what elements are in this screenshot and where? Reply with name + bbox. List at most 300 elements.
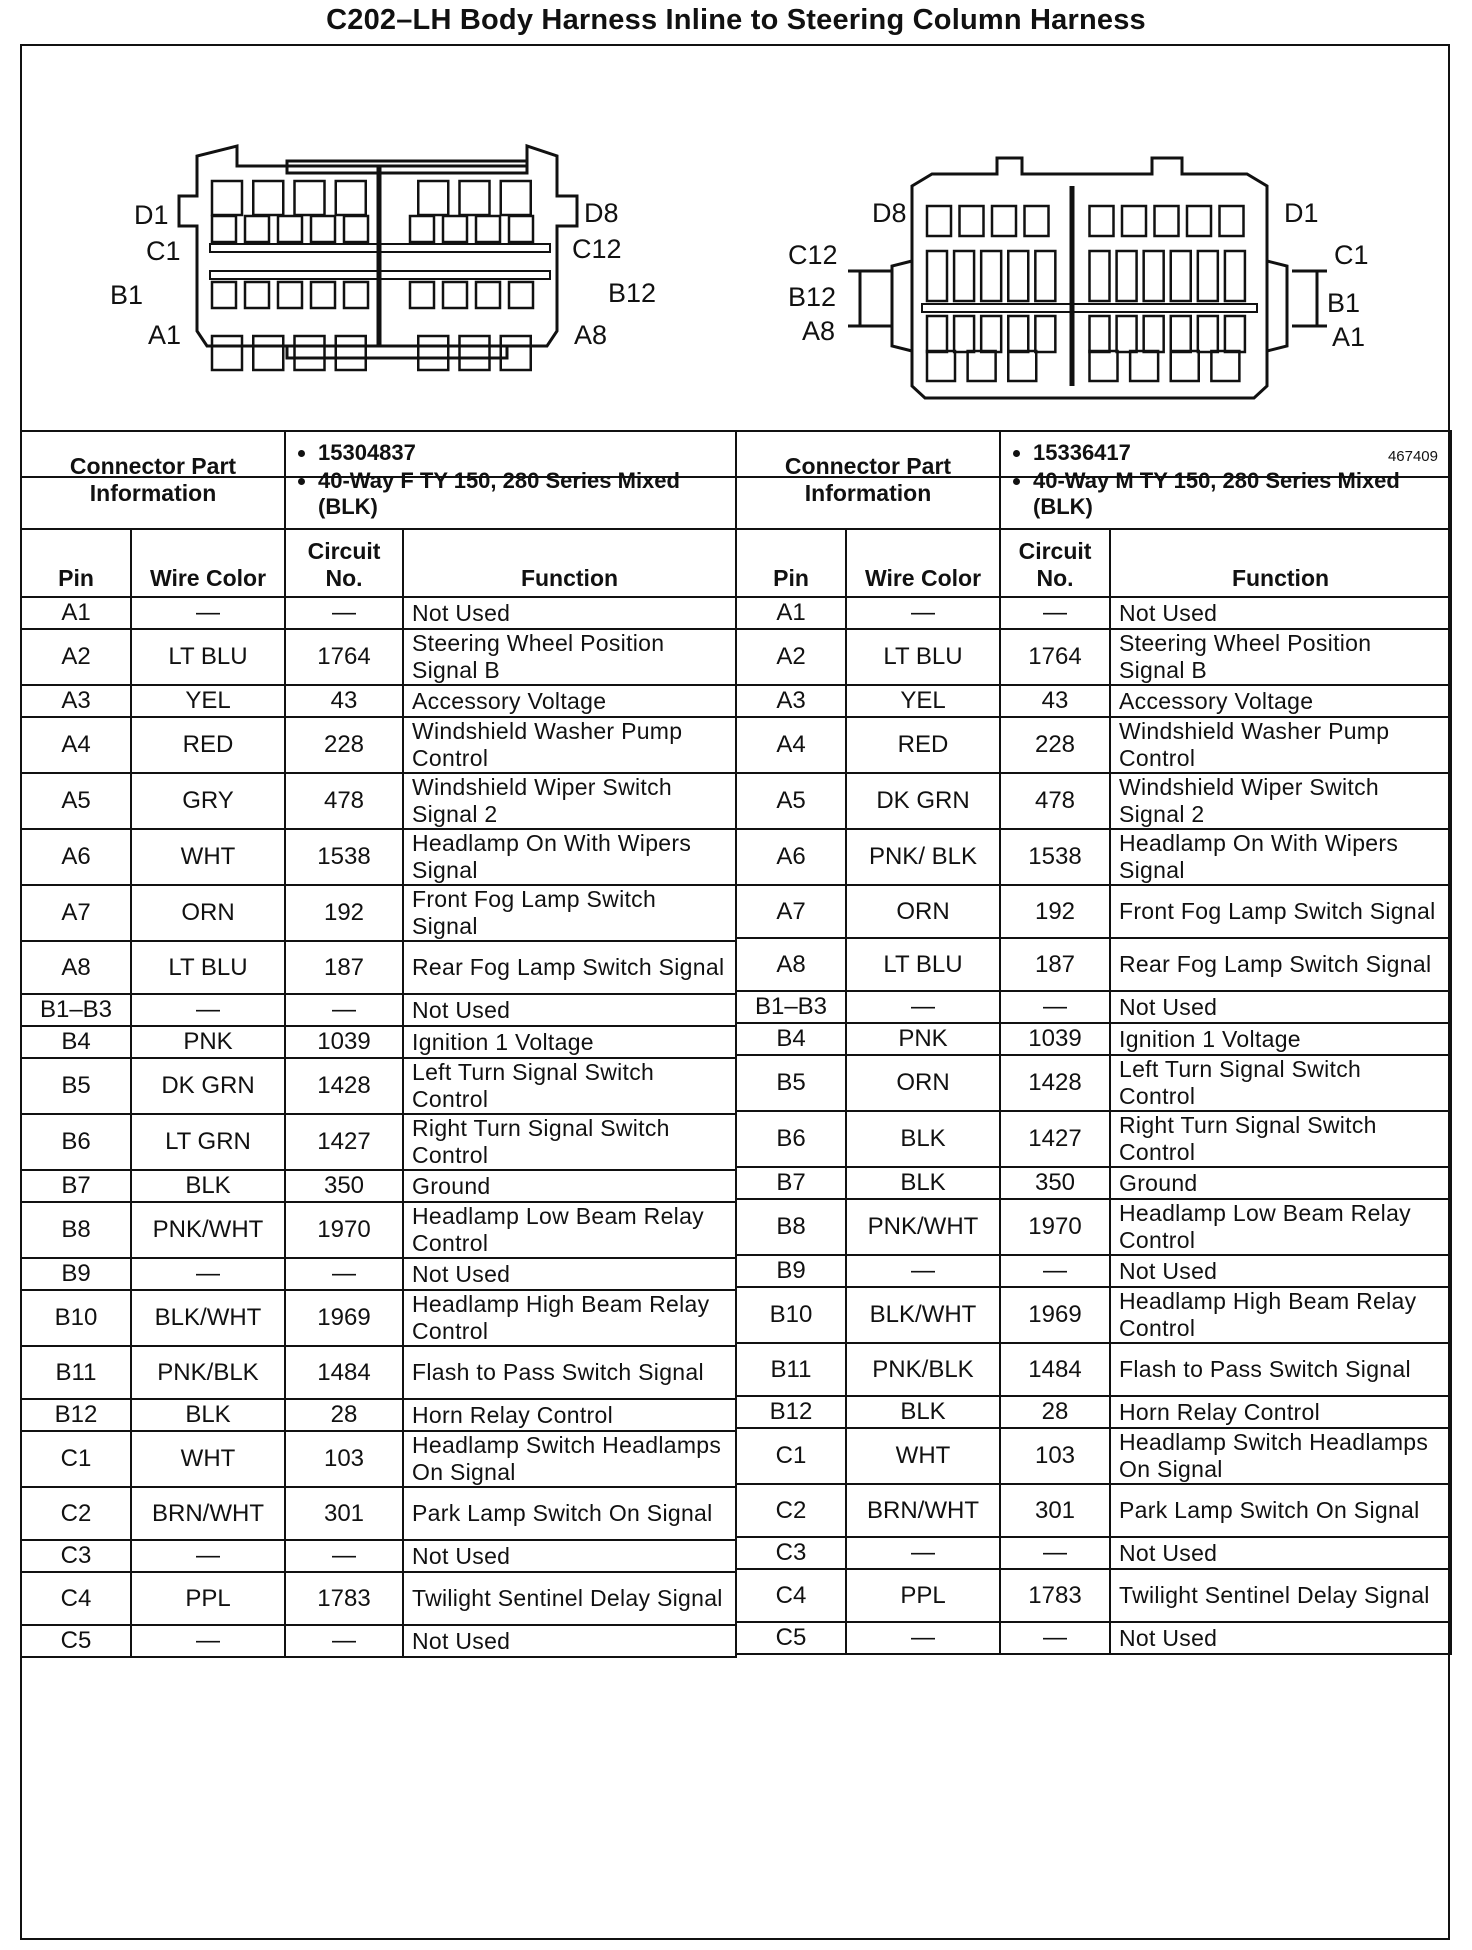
circuit-cell: — <box>1000 991 1110 1023</box>
cavity <box>1035 316 1055 352</box>
cavity <box>443 282 467 308</box>
function-cell: Flash to Pass Switch Signal <box>403 1346 736 1399</box>
circuit-cell: 1538 <box>285 829 403 885</box>
circuit-cell: — <box>1000 1622 1110 1654</box>
cavity <box>992 206 1016 236</box>
cavity <box>212 181 242 215</box>
function-cell: Park Lamp Switch On Signal <box>1110 1484 1451 1537</box>
cavity <box>509 282 533 308</box>
table-row <box>736 773 1451 829</box>
table-row <box>736 885 1451 938</box>
right-label-b1: B1 <box>1327 288 1361 318</box>
function-cell: Headlamp On With Wipers Signal <box>403 829 736 885</box>
function-cell: Not Used <box>1110 597 1451 629</box>
circuit-cell: 28 <box>285 1399 403 1431</box>
function-cell: Headlamp High Beam Relay Control <box>403 1290 736 1346</box>
pin-cell: B11 <box>736 1343 846 1396</box>
table-row <box>736 829 1451 885</box>
wire-color-cell: — <box>846 1622 1000 1654</box>
part-info <box>285 431 736 529</box>
table-row <box>21 1572 736 1625</box>
cavity <box>954 316 974 352</box>
circuit-cell: 1428 <box>285 1058 403 1114</box>
pin-cell: A8 <box>21 941 131 994</box>
wire-color-cell: PNK/ BLK <box>846 829 1000 885</box>
cavity <box>927 316 947 352</box>
cavity <box>1198 316 1218 352</box>
wire-color-cell: BLK <box>131 1170 285 1202</box>
pin-cell: B1–B3 <box>21 994 131 1026</box>
pin-cell: B6 <box>21 1114 131 1170</box>
pin-cell: A3 <box>21 685 131 717</box>
right-label-d1: D1 <box>1284 198 1319 228</box>
pin-cell: A8 <box>736 938 846 991</box>
pin-cell: C3 <box>21 1540 131 1572</box>
left-connector-face <box>179 146 577 358</box>
circuit-cell: — <box>1000 1255 1110 1287</box>
circuit-cell: 1428 <box>1000 1055 1110 1111</box>
part-description: • 40-Way M TY 150, 280 Series Mixed (BLK) <box>1033 468 1442 520</box>
cavity <box>1225 316 1245 352</box>
circuit-cell: 1484 <box>285 1346 403 1399</box>
table-row <box>736 1255 1451 1287</box>
right-connector-face <box>848 158 1327 398</box>
table-row <box>21 685 736 717</box>
wire-color-cell: PNK/WHT <box>131 1202 285 1258</box>
table-row <box>736 1055 1451 1111</box>
cavity <box>1171 351 1199 381</box>
table-row <box>21 1540 736 1572</box>
pin-cell: B9 <box>21 1258 131 1290</box>
right-label-c12: C12 <box>788 240 838 270</box>
cavity <box>1171 316 1191 352</box>
part-info <box>1000 431 1451 529</box>
function-cell: Windshield Wiper Switch Signal 2 <box>403 773 736 829</box>
function-cell: Not Used <box>1110 1255 1451 1287</box>
pin-cell: A5 <box>21 773 131 829</box>
circuit-cell: 192 <box>285 885 403 941</box>
cavity <box>344 282 368 308</box>
pin-cell: A3 <box>736 685 846 717</box>
table-row <box>736 1396 1451 1428</box>
function-cell: Twilight Sentinel Delay Signal <box>403 1572 736 1625</box>
wire-color-cell: — <box>846 1255 1000 1287</box>
table-row <box>21 1625 736 1657</box>
table-row <box>736 1199 1451 1255</box>
function-cell: Windshield Washer Pump Control <box>1110 717 1451 773</box>
pin-cell: A7 <box>736 885 846 938</box>
cavity <box>460 336 490 370</box>
pin-cell: B7 <box>21 1170 131 1202</box>
wire-color-cell: LT GRN <box>131 1114 285 1170</box>
pin-cell: C2 <box>21 1487 131 1540</box>
circuit-cell: 1039 <box>1000 1023 1110 1055</box>
pin-cell: B4 <box>736 1023 846 1055</box>
cavity <box>927 206 951 236</box>
left-label-a1: A1 <box>148 320 182 350</box>
function-cell: Ground <box>1110 1167 1451 1199</box>
circuit-cell: 301 <box>285 1487 403 1540</box>
wire-color-cell: WHT <box>131 1431 285 1487</box>
table-row <box>736 1111 1451 1167</box>
circuit-cell: 43 <box>1000 685 1110 717</box>
table-row <box>21 941 736 994</box>
col-header-function: Function <box>403 529 736 597</box>
wire-color-cell: RED <box>846 717 1000 773</box>
left-connector-cavities <box>212 181 533 370</box>
col-header-circuit: Circuit No. <box>285 529 403 597</box>
wire-color-cell: PPL <box>131 1572 285 1625</box>
cavity <box>253 336 283 370</box>
pin-cell: C1 <box>21 1431 131 1487</box>
pin-cell: B12 <box>736 1396 846 1428</box>
wire-color-cell: — <box>131 1258 285 1290</box>
function-cell: Not Used <box>403 994 736 1026</box>
circuit-cell: — <box>285 1625 403 1657</box>
circuit-cell: — <box>285 597 403 629</box>
right-label-b12: B12 <box>788 282 837 312</box>
cavity <box>212 282 236 308</box>
col-header-wire-color: Wire Color <box>131 529 285 597</box>
table-row <box>21 1290 736 1346</box>
pin-cell: B11 <box>21 1346 131 1399</box>
wire-color-cell: ORN <box>846 1055 1000 1111</box>
wire-color-cell: PNK/WHT <box>846 1199 1000 1255</box>
cavity <box>418 181 448 215</box>
function-cell: Park Lamp Switch On Signal <box>403 1487 736 1540</box>
part-description: • 40-Way F TY 150, 280 Series Mixed (BLK) <box>318 468 727 520</box>
function-cell: Rear Fog Lamp Switch Signal <box>1110 938 1451 991</box>
cavity <box>1090 206 1114 236</box>
left-label-d8: D8 <box>584 198 619 228</box>
wire-color-cell: — <box>846 1537 1000 1569</box>
table-row <box>21 1487 736 1540</box>
pin-cell: B8 <box>736 1199 846 1255</box>
cavity <box>1220 206 1244 236</box>
pin-cell: C4 <box>736 1569 846 1622</box>
left-label-c12: C12 <box>572 234 622 264</box>
right-label-a1: A1 <box>1332 322 1366 352</box>
cavity <box>295 336 325 370</box>
pin-cell: B5 <box>21 1058 131 1114</box>
wire-color-cell: YEL <box>131 685 285 717</box>
function-cell: Horn Relay Control <box>403 1399 736 1431</box>
table-row <box>736 1484 1451 1537</box>
table-row <box>21 629 736 685</box>
table-row <box>736 1569 1451 1622</box>
table-row <box>21 829 736 885</box>
table-row <box>21 1258 736 1290</box>
pin-cell: B12 <box>21 1399 131 1431</box>
cavity <box>212 216 236 242</box>
cavity <box>245 282 269 308</box>
cavity <box>311 282 335 308</box>
circuit-cell: 301 <box>1000 1484 1110 1537</box>
function-cell: Front Fog Lamp Switch Signal <box>403 885 736 941</box>
left-label-d1: D1 <box>134 200 169 230</box>
table-row <box>736 1287 1451 1343</box>
function-cell: Steering Wheel Position Signal B <box>403 629 736 685</box>
wire-color-cell: BLK <box>846 1167 1000 1199</box>
cavity <box>1198 251 1218 301</box>
cavity <box>418 336 448 370</box>
cavity <box>1008 251 1028 301</box>
circuit-cell: 1783 <box>1000 1569 1110 1622</box>
function-cell: Left Turn Signal Switch Control <box>403 1058 736 1114</box>
function-cell: Headlamp Switch Headlamps On Signal <box>1110 1428 1451 1484</box>
right-label-d8: D8 <box>872 198 907 228</box>
cavity <box>501 181 531 215</box>
function-cell: Front Fog Lamp Switch Signal <box>1110 885 1451 938</box>
circuit-cell: 1764 <box>285 629 403 685</box>
wire-color-cell: GRY <box>131 773 285 829</box>
cavity <box>344 216 368 242</box>
cavity <box>1122 206 1146 236</box>
circuit-cell: 1427 <box>1000 1111 1110 1167</box>
pin-cell: A1 <box>736 597 846 629</box>
wire-color-cell: BLK/WHT <box>846 1287 1000 1343</box>
function-cell: Rear Fog Lamp Switch Signal <box>403 941 736 994</box>
col-header-function: Function <box>1110 529 1451 597</box>
wire-color-cell: YEL <box>846 685 1000 717</box>
table-row <box>21 773 736 829</box>
cavity <box>501 336 531 370</box>
wire-color-cell: BLK/WHT <box>131 1290 285 1346</box>
table-row <box>21 1346 736 1399</box>
circuit-cell: 1484 <box>1000 1343 1110 1396</box>
circuit-cell: 192 <box>1000 885 1110 938</box>
function-cell: Headlamp On With Wipers Signal <box>1110 829 1451 885</box>
cavity <box>245 216 269 242</box>
pin-cell: C5 <box>736 1622 846 1654</box>
wire-color-cell: BLK <box>846 1396 1000 1428</box>
function-cell: Accessory Voltage <box>403 685 736 717</box>
right-connector-cavities <box>927 206 1245 381</box>
left-pinout-table <box>20 430 737 1658</box>
function-cell: Not Used <box>403 1540 736 1572</box>
circuit-cell: 187 <box>285 941 403 994</box>
circuit-cell: 1764 <box>1000 629 1110 685</box>
circuit-cell: 103 <box>1000 1428 1110 1484</box>
cavity <box>1117 251 1137 301</box>
wire-color-cell: — <box>846 991 1000 1023</box>
left-label-c1: C1 <box>146 236 181 266</box>
function-cell: Accessory Voltage <box>1110 685 1451 717</box>
wire-color-cell: LT BLU <box>131 941 285 994</box>
circuit-cell: 1427 <box>285 1114 403 1170</box>
table-row <box>21 1431 736 1487</box>
left-label-a8: A8 <box>574 320 608 350</box>
pin-cell: C4 <box>21 1572 131 1625</box>
connector-part-info-label: Connector Part Information <box>21 431 285 529</box>
pin-cell: C3 <box>736 1537 846 1569</box>
circuit-cell: 350 <box>285 1170 403 1202</box>
cavity <box>1117 316 1137 352</box>
col-header-pin: Pin <box>736 529 846 597</box>
left-label-b12: B12 <box>608 278 657 308</box>
connector-diagram <box>22 46 1448 478</box>
connector-illustrations <box>22 46 1448 476</box>
circuit-cell: 1970 <box>1000 1199 1110 1255</box>
circuit-cell: 1969 <box>1000 1287 1110 1343</box>
table-row <box>736 1023 1451 1055</box>
pin-cell: C2 <box>736 1484 846 1537</box>
part-number: • 15304837 <box>318 440 727 466</box>
cavity <box>927 351 955 381</box>
cavity <box>295 181 325 215</box>
cavity <box>336 181 366 215</box>
function-cell: Windshield Wiper Switch Signal 2 <box>1110 773 1451 829</box>
function-cell: Headlamp High Beam Relay Control <box>1110 1287 1451 1343</box>
table-row <box>736 1167 1451 1199</box>
cavity <box>960 206 984 236</box>
wire-color-cell: LT BLU <box>846 629 1000 685</box>
wire-color-cell: — <box>131 1540 285 1572</box>
function-cell: Ignition 1 Voltage <box>1110 1023 1451 1055</box>
function-cell: Not Used <box>403 1258 736 1290</box>
circuit-cell: 1039 <box>285 1026 403 1058</box>
cavity <box>443 216 467 242</box>
table-row <box>736 629 1451 685</box>
function-cell: Left Turn Signal Switch Control <box>1110 1055 1451 1111</box>
table-row <box>736 1343 1451 1396</box>
part-number: • 15336417 <box>1033 440 1442 466</box>
function-cell: Headlamp Low Beam Relay Control <box>1110 1199 1451 1255</box>
circuit-cell: 1538 <box>1000 829 1110 885</box>
circuit-cell: — <box>1000 1537 1110 1569</box>
table-row <box>736 597 1451 629</box>
function-cell: Right Turn Signal Switch Control <box>1110 1111 1451 1167</box>
wire-color-cell: DK GRN <box>131 1058 285 1114</box>
table-row <box>21 1114 736 1170</box>
circuit-cell: 187 <box>1000 938 1110 991</box>
pin-cell: B9 <box>736 1255 846 1287</box>
circuit-cell: 1783 <box>285 1572 403 1625</box>
cavity <box>981 251 1001 301</box>
cavity <box>1090 351 1118 381</box>
circuit-cell: 43 <box>285 685 403 717</box>
table-row <box>21 597 736 629</box>
cavity <box>968 351 996 381</box>
cavity <box>410 216 434 242</box>
right-label-c1: C1 <box>1334 240 1369 270</box>
pin-cell: A2 <box>21 629 131 685</box>
function-cell: Not Used <box>1110 1622 1451 1654</box>
cavity <box>278 216 302 242</box>
cavity <box>476 216 500 242</box>
circuit-cell: 228 <box>1000 717 1110 773</box>
wire-color-cell: ORN <box>131 885 285 941</box>
wire-color-cell: LT BLU <box>846 938 1000 991</box>
wire-color-cell: — <box>846 597 1000 629</box>
pin-cell: A4 <box>21 717 131 773</box>
cavity <box>1035 251 1055 301</box>
table-row <box>21 1170 736 1202</box>
wire-color-cell: PNK <box>131 1026 285 1058</box>
function-cell: Not Used <box>1110 1537 1451 1569</box>
cavity <box>311 216 335 242</box>
pin-cell: B1–B3 <box>736 991 846 1023</box>
wire-color-cell: BLK <box>846 1111 1000 1167</box>
cavity <box>410 282 434 308</box>
circuit-cell: — <box>285 1540 403 1572</box>
table-row <box>736 1622 1451 1654</box>
wire-color-cell: WHT <box>131 829 285 885</box>
function-cell: Headlamp Low Beam Relay Control <box>403 1202 736 1258</box>
wire-color-cell: DK GRN <box>846 773 1000 829</box>
pin-cell: A4 <box>736 717 846 773</box>
cavity <box>954 251 974 301</box>
col-header-wire-color: Wire Color <box>846 529 1000 597</box>
circuit-cell: 28 <box>1000 1396 1110 1428</box>
right-pinout-table <box>735 430 1452 1655</box>
table-row <box>21 885 736 941</box>
circuit-cell: — <box>285 1258 403 1290</box>
circuit-cell: 103 <box>285 1431 403 1487</box>
wire-color-cell: — <box>131 994 285 1026</box>
pin-cell: A5 <box>736 773 846 829</box>
pin-cell: A1 <box>21 597 131 629</box>
wire-color-cell: BLK <box>131 1399 285 1431</box>
function-cell: Not Used <box>403 597 736 629</box>
function-cell: Steering Wheel Position Signal B <box>1110 629 1451 685</box>
wire-color-cell: — <box>131 1625 285 1657</box>
table-row <box>21 1202 736 1258</box>
cavity <box>1187 206 1211 236</box>
wire-color-cell: PNK/BLK <box>846 1343 1000 1396</box>
pin-cell: A7 <box>21 885 131 941</box>
pin-cell: B8 <box>21 1202 131 1258</box>
figure-number: 467409 <box>1387 448 1438 465</box>
cavity <box>278 282 302 308</box>
pin-cell: B7 <box>736 1167 846 1199</box>
table-row <box>21 1399 736 1431</box>
cavity <box>927 251 947 301</box>
circuit-cell: — <box>285 994 403 1026</box>
connector-part-info-label: Connector Part Information <box>736 431 1000 529</box>
cavity <box>1211 351 1239 381</box>
table-row <box>21 1058 736 1114</box>
function-cell: Ground <box>403 1170 736 1202</box>
function-cell: Ignition 1 Voltage <box>403 1026 736 1058</box>
cavity <box>253 181 283 215</box>
cavity <box>460 181 490 215</box>
col-header-circuit: Circuit No. <box>1000 529 1110 597</box>
circuit-cell: 350 <box>1000 1167 1110 1199</box>
cavity <box>212 336 242 370</box>
wire-color-cell: WHT <box>846 1428 1000 1484</box>
pin-cell: A6 <box>21 829 131 885</box>
pin-cell: B10 <box>736 1287 846 1343</box>
pin-cell: C1 <box>736 1428 846 1484</box>
cavity <box>1130 351 1158 381</box>
function-cell: Flash to Pass Switch Signal <box>1110 1343 1451 1396</box>
wire-color-cell: PPL <box>846 1569 1000 1622</box>
pin-cell: B5 <box>736 1055 846 1111</box>
cavity <box>981 316 1001 352</box>
function-cell: Windshield Washer Pump Control <box>403 717 736 773</box>
circuit-cell: 1969 <box>285 1290 403 1346</box>
wire-color-cell: ORN <box>846 885 1000 938</box>
page-title: C202–LH Body Harness Inline to Steering Column Harness <box>326 4 1146 36</box>
function-cell: Right Turn Signal Switch Control <box>403 1114 736 1170</box>
cavity <box>509 216 533 242</box>
circuit-cell: — <box>1000 597 1110 629</box>
col-header-pin: Pin <box>21 529 131 597</box>
pin-cell: C5 <box>21 1625 131 1657</box>
function-cell: Horn Relay Control <box>1110 1396 1451 1428</box>
function-cell: Headlamp Switch Headlamps On Signal <box>403 1431 736 1487</box>
